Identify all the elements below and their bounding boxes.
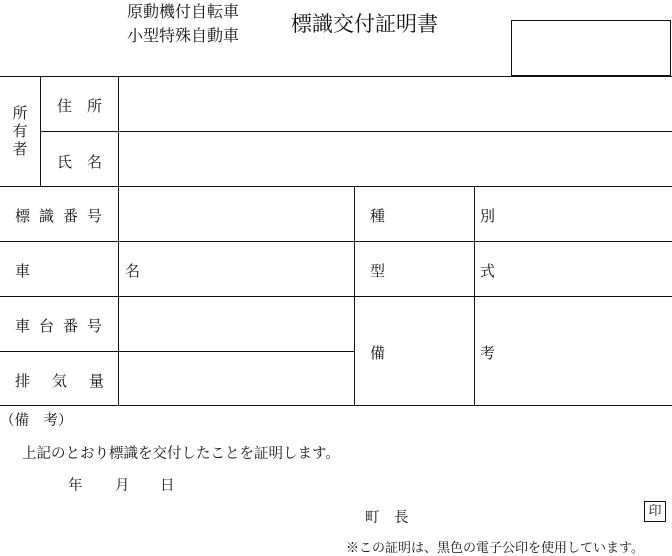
issuer-title: 町 長	[365, 510, 409, 526]
vehicle-name-label: 車 名	[15, 262, 181, 280]
vehicle-type-small-special: 小型特殊自動車	[127, 26, 240, 45]
table-border	[0, 405, 672, 406]
plate-number-label: 標識番号	[15, 207, 112, 225]
certification-text: 上記のとおり標識を交付したことを証明します。	[22, 446, 340, 462]
table-border	[118, 76, 119, 406]
remarks-heading: （備 考）	[0, 413, 73, 429]
table-border	[0, 241, 672, 242]
table-border	[0, 76, 672, 77]
address-label: 住 所	[57, 97, 103, 115]
vehicle-type-moped: 原動機付自転車	[127, 2, 240, 21]
date-year-label: 年	[68, 478, 83, 494]
table-border	[0, 186, 672, 187]
table-border	[40, 131, 672, 132]
name-label: 氏 名	[57, 153, 103, 171]
type-label: 種 別	[370, 207, 536, 225]
owner-group-label: 所有者	[12, 104, 28, 158]
table-border	[0, 351, 355, 352]
vehicle-type-list	[127, 0, 239, 48]
remarks-label: 備 考	[370, 344, 536, 362]
stamp-box	[511, 20, 671, 76]
electronic-seal-note: ※この証明は、黒色の電子公印を使用しています。	[346, 541, 644, 556]
table-border	[0, 296, 672, 297]
seal-mark: 印	[644, 501, 666, 522]
date-month-label: 月	[115, 478, 130, 494]
table-border	[40, 76, 41, 186]
table-border	[354, 186, 355, 406]
model-label: 型 式	[370, 262, 536, 280]
displacement-label: 排気量	[15, 372, 127, 390]
chassis-number-label: 車台番号	[15, 317, 112, 335]
document-title: 標識交付証明書	[291, 12, 438, 36]
date-day-label: 日	[160, 478, 175, 494]
